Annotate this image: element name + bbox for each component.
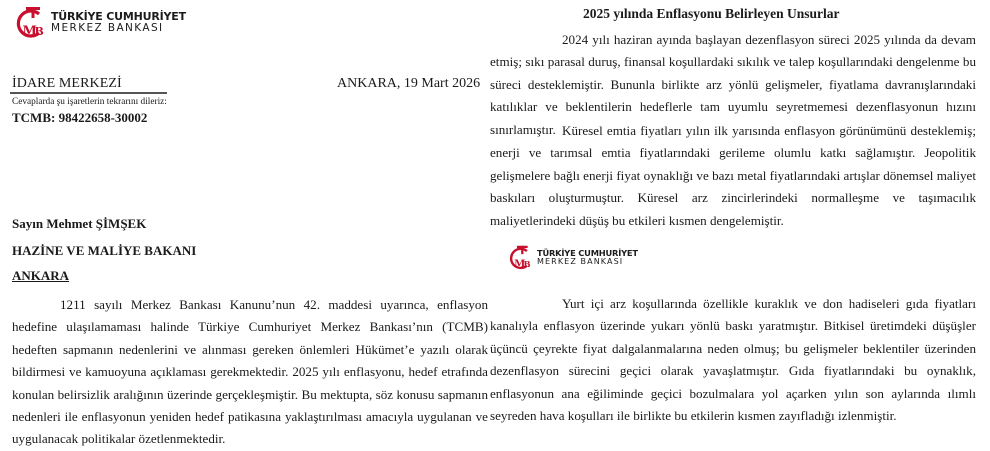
svg-text:M: M [514, 259, 526, 271]
tcmb-logo-footer [507, 245, 638, 271]
letter-page-left [0, 0, 494, 447]
tcmb-logo [13, 6, 186, 40]
logo-wordmark [51, 11, 186, 34]
addressee-name: Sayın Mehmet ŞİMŞEK [12, 216, 147, 231]
body-paragraph-2 [490, 120, 976, 232]
body-paragraph-3 [490, 293, 976, 427]
body-paragraph-3-text: Yurt içi arz koşullarında özellikle kuraklık ve don hadiseleri gıda fiyatları kanalıyla enflasyon üzerinde yukarı yönlü baskı yaratmıştır. Bitkisel üretimdeki düşüşler üçüncü çeyrekte fiyat dalgalanmalarına neden olmuş; bu gelişmeler beklentiler üzerinden dezenflasyon sürecini geçici olarak yavaşlatmıştır. Gıda fiyatlarındaki bu oynaklık, enflasyonun ana eğiliminde geçici bozulmalara yol açarken yılın son aylarında ılımlı seyreden hava koşulları ile birlikte bu etkilerin kısmen zayıfladığı izlenmiştir. [490, 296, 976, 424]
addressee-title: HAZİNE VE MALİYE BAKANI [12, 243, 197, 258]
department-underline [10, 92, 167, 94]
letter-paragraph-text: 1211 sayılı Merkez Bankası Kanunu’nun 42. maddesi uyarınca, enflasyon hedefine ulaşılamaması halinde Türkiye Cumhuriyet Merkez Bankası’nın (TCMB) hedeften sapmanın nedenlerini ve alınması gereken önlemleri Hükümet’e yazılı olarak bildirmesi ve kamuoyuna açıklaması gerekmektedir. 2025 yılı enflasyonu, hedef etrafında konulan belirsizlik aralığının üzerinde gerçekleşmiştir. Bu mektupta, söz konusu sapmanın nedenleri ile enflasyonun yeniden hedef patikasına yaklaştırılması amacıyla uygulanan ve uygulanacak politikalar özetlenmektedir. [12, 297, 488, 447]
body-paragraph-2-text: Küresel emtia fiyatları yılın ilk yarısında enflasyon görünümünü desteklemiş; enerji ve tarımsal emtia fiyatlarındaki gerileme olumlu katkı sağlamıştır. Jeopolitik gelişmelere bağlı enerji fiyat oynaklığı ve bazı metal fiyatlarındaki artışlar dönemsel maliyet baskıları oluşturmuştur. Küresel arz zincirlerindeki normalleşme ve taşımacılık maliyetlerindeki düşüş bu etkileri kısmen dengelemiştir. [490, 123, 976, 228]
addressee-city: ANKARA [12, 268, 70, 283]
department-label: İDARE MERKEZİ [12, 76, 122, 91]
reference-note: Cevaplarda şu işaretlerin tekrarını dileriz: [12, 97, 167, 107]
logo-line-2: MERKEZ BANKASI [537, 257, 624, 267]
logo-wordmark [537, 249, 638, 267]
tcmb-monogram-icon [13, 6, 47, 40]
section-heading: 2025 yılında Enflasyonu Belirleyen Unsurlar [583, 6, 840, 21]
logo-line-1: TÜRKİYE CUMHURİYET [51, 10, 186, 24]
city-date: ANKARA, 19 Mart 2026 [337, 76, 481, 91]
body-paragraph-1-text: 2024 yılı haziran ayında başlayan dezenflasyon süreci 2025 yılında da devam etmiş; sıkı parasal duruş, finansal koşullardaki sıkılık ve talep koşullarındaki dengelenme bu süreci desteklemiştir. Bununla birlikte arz yönlü gelişmeler, fiyatlama davranışlarındaki katılıklar ve beklentilerin hedeflerle tam uyumlu seyretmemesi dezenflasyonun hızını sınırlamıştır. [490, 32, 976, 137]
tcmb-monogram-icon [507, 245, 533, 271]
letter-paragraph [12, 294, 488, 451]
logo-line-1: TÜRKİYE CUMHURİYET [537, 248, 638, 259]
svg-text:B: B [34, 25, 44, 38]
letter-page-right [490, 0, 990, 424]
reference-number: TCMB: 98422658-30002 [12, 110, 148, 125]
svg-text:M: M [22, 24, 37, 39]
svg-text:B: B [523, 259, 531, 270]
logo-line-2: MERKEZ BANKASI [51, 22, 164, 35]
